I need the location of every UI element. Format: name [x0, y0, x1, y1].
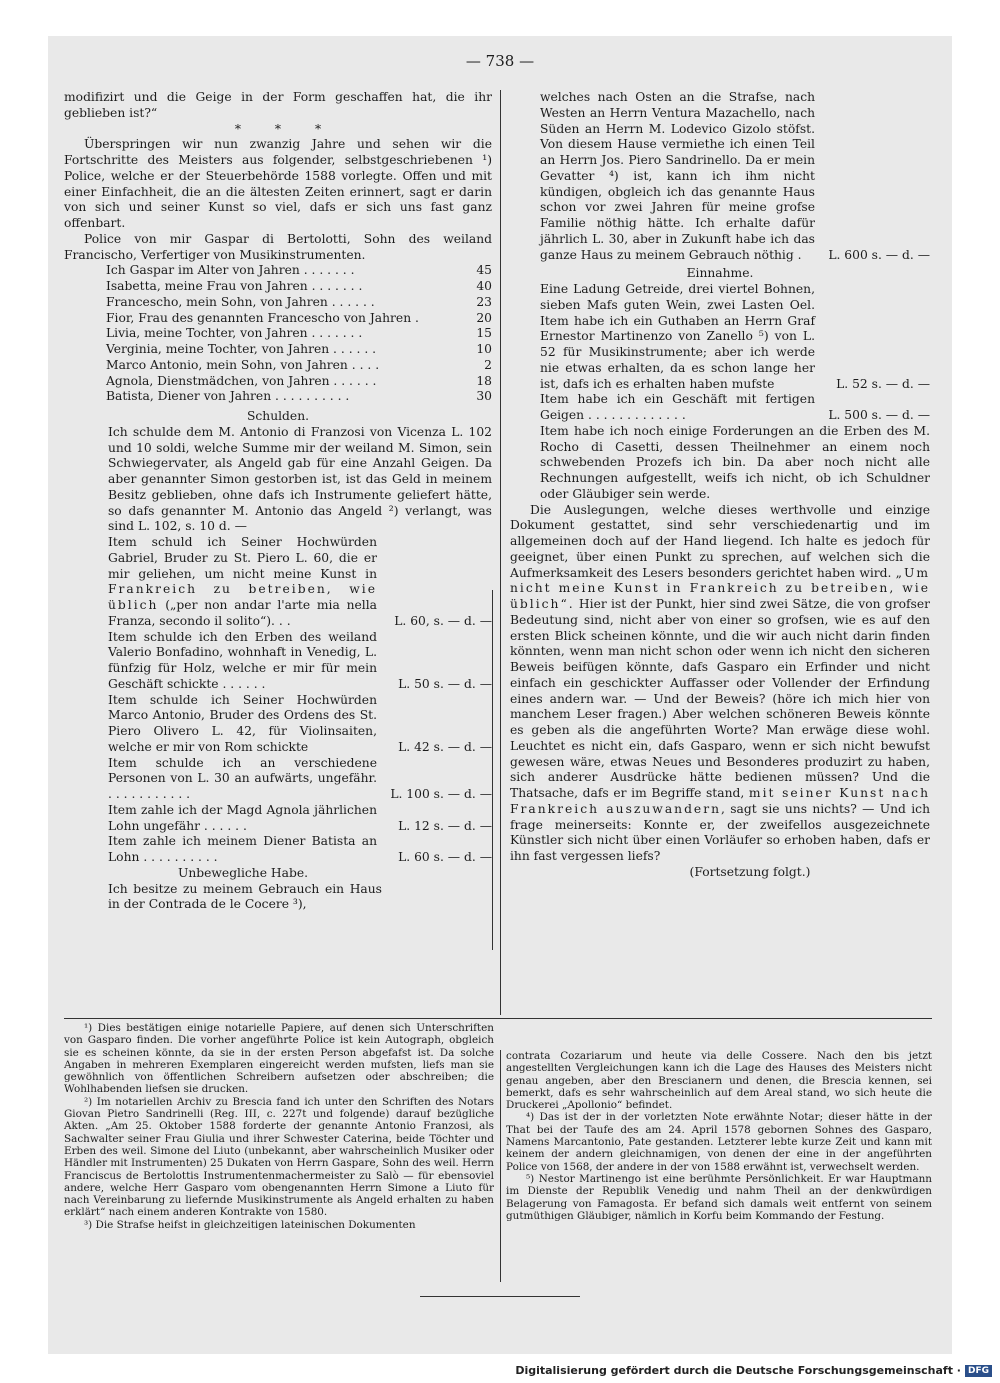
- list-item: Batista, Diener von Jahren . . . . . . . . . . 30: [106, 389, 492, 404]
- debt-column-rule: [492, 590, 493, 950]
- paragraph: welches nach Osten an die Strafse, nach Westen an Herrn Ventura Mazachello, nach Süden an Herrn M. Lodevico Gizolo stöfst. Von diesem Hause vermiethe ich einen Teil an Herrn Jos. Piero Sandrinello. Da er mein Gevatter ⁴) ist, kann ich ihm nicht kündigen, obgleich ich das genannte Haus schon vor zwei Jahren für meine grofse Familie nöthig hätte. Ich erhalte dafür jährlich L. 30, aber in Zukunft habe ich das ganze Haus zu meinem Gebrauch nöthig . L. 600 s. — d. —: [540, 90, 930, 262]
- paragraph: Die Auslegungen, welche dieses werthvolle und einzige Dokument gestattet, sind sehr verschiedenartig und im allgemeinen doch auf der Hand liegend. Ich halte es jedoch für geeignet, über einen Punkt zu sprechen, auf welchen sich die Aufmerksamkeit des Lesers besonders gerichtet haben wird. „Um nicht meine Kunst in Frankreich zu betreiben, wie üblich“. Hier ist der Punkt, hier sind zwei Sätze, die von grofser Bedeutung sind, nicht aber von einer so grofsen, wie es auf den ersten Blick scheinen könnte, und die wir auch nicht darin finden könnten, wenn man nicht schon oder wenn ich nicht den sicheren Beweis beifügen könnte, dafs Gasparo ein Erfinder und nicht einfach ein geschickter Auffasser oder Vollender der Erfindung eines andern war. — Und der Beweis? (höre ich mich hier von manchem Leser fragen.) Aber welchen schöneren Beweis könnte es geben als die angeführten Worte? Man erwäge diese wohl. Leuchtet es nicht ein, dafs Gasparo, wenn er sich nicht bewufst gewesen wäre, etwas Neues und Besonderes produzirt zu haben, sich anderer Ausdrücke hätte bedienen müssen? Und die Thatsache, dafs er im Begriffe stand, mit seiner Kunst nach Frankreich auszuwandern, sagt sie uns nichts? — Und ich frage meinerseits: Konnte er, der zweifellos ausgezeichnete Künstler sich nicht über einen Vorläufer so erhoben haben, dafs er ihn fast vergessen liefs?: [510, 502, 930, 863]
- funding-credit: [515, 1364, 992, 1377]
- list-item: Ich Gaspar im Alter von Jahren . . . . . . . 45: [106, 263, 492, 278]
- list-item: Francescho, mein Sohn, von Jahren . . . . . . 23: [106, 294, 492, 309]
- footnote-rule: [64, 1018, 932, 1019]
- right-column: [510, 90, 930, 881]
- footnote: ⁴) Das ist der in der vorletzten Note erwähnte Notar; dieser hätte in der That bei der Taufe des am 24. April 1578 gebornen Sohnes des Gasparo, Namens Marcantonio, Pate gestanden. Letzterer lebte kurze Zeit und kann mit keinem der andern gleichnamigen, von denen der eine in der angeführten Police von 1568, der andere in der von 1588 erwähnt ist, verwechselt werden.: [506, 1111, 932, 1173]
- list-item: Livia, meine Tochter, von Jahren . . . . . . . 15: [106, 326, 492, 341]
- page-number: — 738 —: [465, 52, 535, 70]
- paragraph: Item habe ich noch einige Forderungen an die Erben des M. Rocho di Casetti, dessen Theilnehmer an einem noch schwebenden Prozefs ich bin. Da aber noch nicht alle Rechnungen aufgestellt, weifs ich nicht, ob ich Schuldner oder Gläubiger sein werde.: [540, 423, 930, 501]
- footnote: ³) Die Strafse heifst in gleichzeitigen lateinischen Dokumenten: [84, 1218, 416, 1231]
- list-item: Item schulde ich Seiner Hochwürden Marco Antonio, Bruder des Ordens des St. Piero Olivero L. 42, für Violinsaiten, welche er mir von Rom schickte L. 42 s. — d. —: [108, 692, 492, 754]
- continuation-note: (Fortsetzung folgt.): [689, 864, 811, 879]
- section-heading: Schulden.: [246, 409, 310, 423]
- list-item: Item zahle ich meinem Diener Batista an Lohn . . . . . . . . . . L. 60 s. — d. —: [108, 834, 492, 864]
- footnote: contrata Cozariarum und heute via delle Cossere. Nach den bis jetzt angestellten Vergleichungen kann ich die Lage des Hauses des Meisters nicht genau angeben, aber den Brescianern und denen, die Brescia kennen, sei bemerkt, dafs es sehr wahrscheinlich auf dem Areal stand, wo sich heute die Druckerei „Apollonio“ befindet.: [506, 1050, 932, 1112]
- paragraph: Überspringen wir nun zwanzig Jahre und sehen wir die Fortschritte des Meisters aus folgender, selbstgeschriebenen ¹) Police, welche er der Steuerbehörde 1588 vorlegte. Offen und mit einer Einfachheit, die an die ältesten Zeiten erinnert, sagt er darin von sich und seiner Kunst so viel, dafs er sich uns fast ganz offenbart.: [64, 137, 492, 230]
- footnotes-left: [64, 1022, 494, 1231]
- list-item: Fior, Frau des genannten Francescho von Jahren . 20: [106, 310, 492, 325]
- section-divider-stars: * * *: [234, 121, 322, 136]
- paragraph: Ich besitze zu meinem Gebrauch ein Haus in der Contrada de le Cocere ³),: [108, 881, 382, 912]
- list-item: Item schulde ich an verschiedene Personen von L. 30 an aufwärts, ungefähr. . . . . . . . . . . . L. 100 s. — d. —: [108, 755, 492, 801]
- footnote: ²) Im notariellen Archiv zu Brescia fand ich unter den Schriften des Notars Giovan Pietro Sandrinelli (Reg. III, c. 227t und folgende) darauf bezügliche Akten. „Am 25. Oktober 1588 forderte der genannte Antonio Franzosi, als Sachwalter seiner Frau Giulia und ihrer Schwester Caterina, beide Töchter und Erben des weil. Simone del Liuto (unbekannt, aber wahrscheinlich Musiker oder Händler mit Instrumenten) 25 Dukaten von Herrn Gaspare, Sohn des weil. Herrn Franciscus de Bertolottis Instrumentenmachermeister zu Salò — für ebensoviel andere, welche Herr Gasparo vom obengenannten Herrn Simone a Liuto für nach Vereinbarung zu liefernde Musikinstrumente als Angeld erhalten zu haben erklärt“ nach einem anderen Kontrakte von 1580.: [64, 1095, 494, 1219]
- paragraph: Ich schulde dem M. Antonio di Franzosi von Vicenza L. 102 und 10 soldi, welche Summe mir der weiland M. Simon, sein Schwiegervater, als Angeld gab für eine Anzahl Geigen. Da aber genannter Simon gestorben ist, ist das Geld in meinem Besitz geblieben, ohne dafs ich Instrumente geliefert hätte, so dafs genannter M. Antonio das Angeld ²) verlangt, was sind L. 102, s. 10 d. —: [108, 424, 492, 534]
- income-list: [510, 282, 930, 424]
- section-heading: Einnahme.: [686, 266, 754, 281]
- credit-text: Digitalisierung gefördert durch die Deutsche Forschungsgemeinschaft ·: [515, 1364, 961, 1377]
- police-title: Police von mir Gaspar di Bertolotti, Sohn des weiland Francischo, Verfertiger von Musikinstrumenten.: [64, 231, 492, 262]
- dfg-logo: DFG: [965, 1365, 992, 1377]
- left-column: [64, 90, 492, 913]
- section-heading: Unbewegliche Habe.: [177, 865, 309, 880]
- list-item: Agnola, Dienstmädchen, von Jahren . . . . . . 18: [106, 373, 492, 388]
- footnote: ⁵) Nestor Martinengo ist eine berühmte Persönlichkeit. Er war Hauptmann im Dienste der Republik Venedig und nahm Theil an der denkwürdigen Belagerung von Famagosta. Er befand sich damals weit entfernt von seinem gutmüthigen Gläubiger, nämlich in Korfu beim Kommando der Festung.: [506, 1172, 932, 1222]
- list-item: Marco Antonio, mein Sohn, von Jahren . . . . 2: [106, 357, 492, 372]
- column-rule: [500, 90, 501, 1015]
- list-item: Item habe ich ein Geschäft mit fertigen Geigen . . . . . . . . . . . . . L. 500 s. — d. —: [540, 392, 930, 422]
- footnote-column-rule: [500, 1050, 501, 1282]
- list-item: Item schulde ich den Erben des weiland Valerio Bonfadino, wohnhaft in Venedig, L. fünfzig für Holz, welche er mir für mein Geschäft schickte . . . . . . L. 50 s. — d. —: [108, 629, 492, 691]
- list-item: Eine Ladung Getreide, drei viertel Bohnen, sieben Mafs guten Wein, zwei Lasten Oel. Item habe ich ein Guthaben an Herrn Graf Ernestor Martinenzo von Zanello ⁵) von L. 52 für Musikinstrumente; aber ich werde nie etwas erhalten, da es schon lange her ist, dafs ich es erhalten haben mufste L. 52 s. — d. —: [540, 282, 930, 391]
- paragraph: modifizirt und die Geige in der Form geschaffen hat, die ihr geblieben ist?“: [64, 90, 492, 120]
- footnote: ¹) Dies bestätigen einige notarielle Papiere, auf denen sich Unterschriften von Gasparo finden. Die vorher angeführte Police ist kein Autograph, obgleich sie es scheinen könnte, da sie in der ersten Person abgefafst ist. Da solche Angaben in mehreren Exemplaren eingereicht werden mufsten, liefs man sie gewöhnlich von öffentlichen Schreibern aufsetzen oder abschreiben; die Wohlhabenden liefsen sie drucken.: [64, 1022, 494, 1096]
- list-item: Item schuld ich Seiner Hochwürden Gabriel, Bruder zu St. Piero L. 60, die er mir geliehen, um nicht meine Kunst in Frankreich zu betreiben, wie üblich („per non andar l'arte mia nella Franza, secondo il solito“). . . L. 60, s. — d. —: [108, 535, 492, 628]
- debt-list: [64, 535, 492, 866]
- family-list: [64, 263, 492, 405]
- list-item: Isabetta, meine Frau von Jahren . . . . . . . 40: [106, 279, 492, 293]
- list-item: Item zahle ich der Magd Agnola jährlichen Lohn ungefähr . . . . . . L. 12 s. — d. —: [108, 802, 492, 833]
- end-rule: [420, 1296, 580, 1297]
- footnotes-right: [506, 1050, 932, 1222]
- list-item: Verginia, meine Tochter, von Jahren . . . . . . 10: [106, 342, 492, 356]
